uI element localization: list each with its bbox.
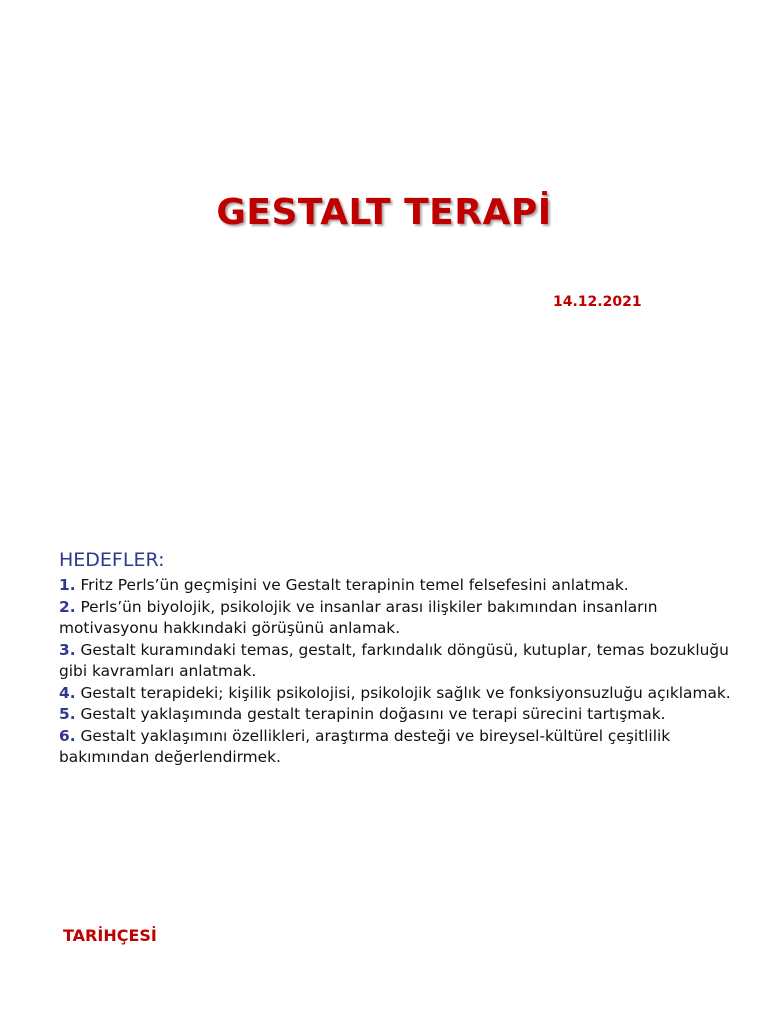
document-title: GESTALT TERAPİ: [216, 192, 552, 233]
goal-item-1: [59, 575, 739, 597]
goal-text: Gestalt terapideki; kişilik psikolojisi, psikolojik sağlık ve fonksiyonsuzluğu açıklamak.: [75, 683, 731, 702]
goal-item-6: [59, 726, 739, 769]
document-date: 14.12.2021: [553, 294, 642, 310]
goal-text: Gestalt yaklaşımını özellikleri, araştırma desteği ve bireysel-kültürel çeşitlilik bakımından değerlendirmek.: [59, 726, 671, 766]
goal-item-4: [59, 683, 739, 705]
goal-number: 6.: [59, 726, 76, 745]
goal-number: 5.: [59, 705, 76, 723]
goals-heading: HEDEFLER:: [59, 549, 165, 571]
goal-item-2: [59, 597, 739, 640]
goal-item-3: [59, 640, 739, 683]
goal-number: 3.: [59, 640, 76, 659]
goal-text: Gestalt kuramındaki temas, gestalt, farkındalık döngüsü, kutuplar, temas bozukluğu gibi kavramları anlatmak.: [59, 640, 729, 680]
goal-number: 1.: [59, 576, 76, 594]
goal-item-5: [59, 704, 739, 726]
goals-section: [59, 545, 739, 769]
goal-text: Gestalt yaklaşımında gestalt terapinin doğasını ve terapi sürecini tartışmak.: [75, 705, 666, 723]
goal-number: 4.: [59, 683, 76, 702]
goal-text: Perls’ün biyolojik, psikolojik ve insanlar arası ilişkiler bakımından insanların motivasyonu hakkındaki görüşünü anlamak.: [59, 597, 658, 637]
goal-text: Fritz Perls’ün geçmişini ve Gestalt terapinin temel felsefesini anlatmak.: [75, 576, 629, 594]
goal-number: 2.: [59, 597, 76, 616]
history-heading: TARİHÇESİ: [63, 926, 157, 945]
